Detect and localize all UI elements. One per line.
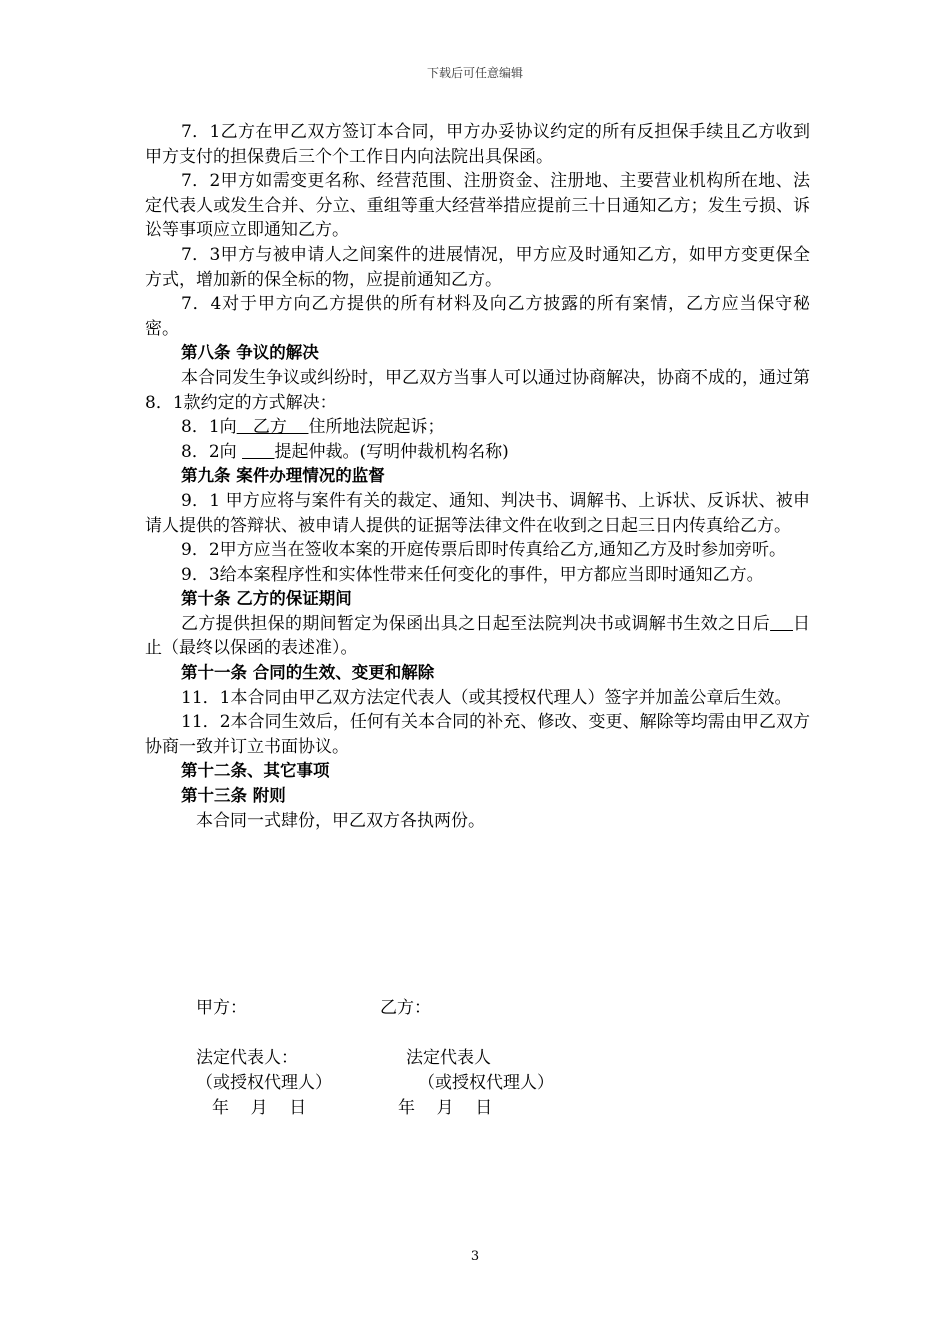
clause-10-title: 第十条 乙方的保证期间 <box>181 589 352 609</box>
party-a-date: 年 月 日 <box>212 1098 307 1118</box>
clause-8-2-prefix: 8．2向 <box>181 441 243 462</box>
clause-10-body <box>145 612 810 661</box>
clause-11-1: 11．1本合同由甲乙双方法定代表人（或其授权代理人）签字并加盖公章后生效。 <box>181 687 792 708</box>
clause-12-title: 第十二条、其它事项 <box>181 761 330 781</box>
clause-8-2-blank <box>242 442 274 462</box>
clause-7-3: 7．3甲方与被申请人之间案件的进展情况，甲方应及时通知乙方，如甲方变更保全方式，增加新的保全标的物，应提前通知乙方。 <box>145 244 810 290</box>
party-b-representative: 法定代表人 <box>406 1048 491 1068</box>
party-b-agent: （或授权代理人） <box>418 1073 554 1093</box>
party-a-representative: 法定代表人： <box>196 1048 298 1068</box>
party-b-label: 乙方： <box>380 998 431 1018</box>
clause-9-3: 9．3给本案程序性和实体性带来任何变化的事件，甲方都应当即时通知乙方。 <box>181 564 764 585</box>
clause-8-2-suffix: 提起仲裁。(写明仲裁机构名称) <box>274 441 509 462</box>
clause-13-body: 本合同一式肆份，甲乙双方各执两份。 <box>196 810 485 831</box>
page-header: 下载后可任意编辑 <box>426 66 523 80</box>
clause-8-title: 第八条 争议的解决 <box>181 343 319 363</box>
clause-8-2 <box>145 440 810 465</box>
contract-body <box>145 120 810 833</box>
clause-8-1-blank: 乙方 <box>236 417 309 438</box>
clause-8-intro: 本合同发生争议或纠纷时，甲乙双方当事人可以通过协商解决，协商不成的，通过第 8．1款约定的方式解决： <box>145 367 810 413</box>
clause-8-1-prefix: 8．1向 <box>181 417 237 438</box>
clause-7-2: 7．2甲方如需变更名称、经营范围、注册资金、注册地、主要营业机构所在地、法定代表人或发生合并、分立、重组等重大经营举措应提前三十日通知乙方；发生亏损、诉讼等事项应立即通知乙方。 <box>145 171 810 241</box>
clause-9-2: 9．2甲方应当在签收本案的开庭传票后即时传真给乙方,通知乙方及时参加旁听。 <box>181 540 787 561</box>
clause-9-title: 第九条 案件办理情况的监督 <box>181 466 385 486</box>
party-a-agent: （或授权代理人） <box>196 1073 332 1093</box>
party-b-date: 年 月 日 <box>398 1098 493 1118</box>
clause-11-2: 11．2本合同生效后，任何有关本合同的补充、修改、变更、解除等均需由甲乙双方协商一致并订立书面协议。 <box>145 712 810 757</box>
clause-11-title: 第十一条 合同的生效、变更和解除 <box>181 663 435 683</box>
clause-8-1-suffix: 住所地法院起诉； <box>308 417 445 438</box>
clause-8-1 <box>145 415 810 440</box>
clause-7-4: 7．4对于甲方向乙方提供的所有材料及向乙方披露的所有案情，乙方应当保守秘密。 <box>145 294 810 339</box>
clause-7-1: 7．1乙方在甲乙双方签订本合同，甲方办妥协议约定的所有反担保手续且乙方收到甲方支付的担保费后三个个工作日内向法院出具保函。 <box>145 122 810 167</box>
clause-9-1: 9．1 甲方应将与案件有关的裁定、通知、判决书、调解书、上诉状、反诉状、被申请人提供的答辩状、被申请人提供的证据等法律文件在收到之日起三日内传真给乙方。 <box>145 490 810 536</box>
clause-10-prefix: 乙方提供担保的期间暂定为保函出具之日起至法院判决书或调解书生效之日后 <box>181 613 771 634</box>
page-number: 3 <box>470 1249 480 1264</box>
party-a-label: 甲方： <box>196 998 247 1018</box>
clause-13-title: 第十三条 附则 <box>181 786 286 806</box>
clause-10-blank <box>770 614 793 634</box>
clause-10-suffix: 日止（最终以保函的表述准）。 <box>145 613 810 659</box>
